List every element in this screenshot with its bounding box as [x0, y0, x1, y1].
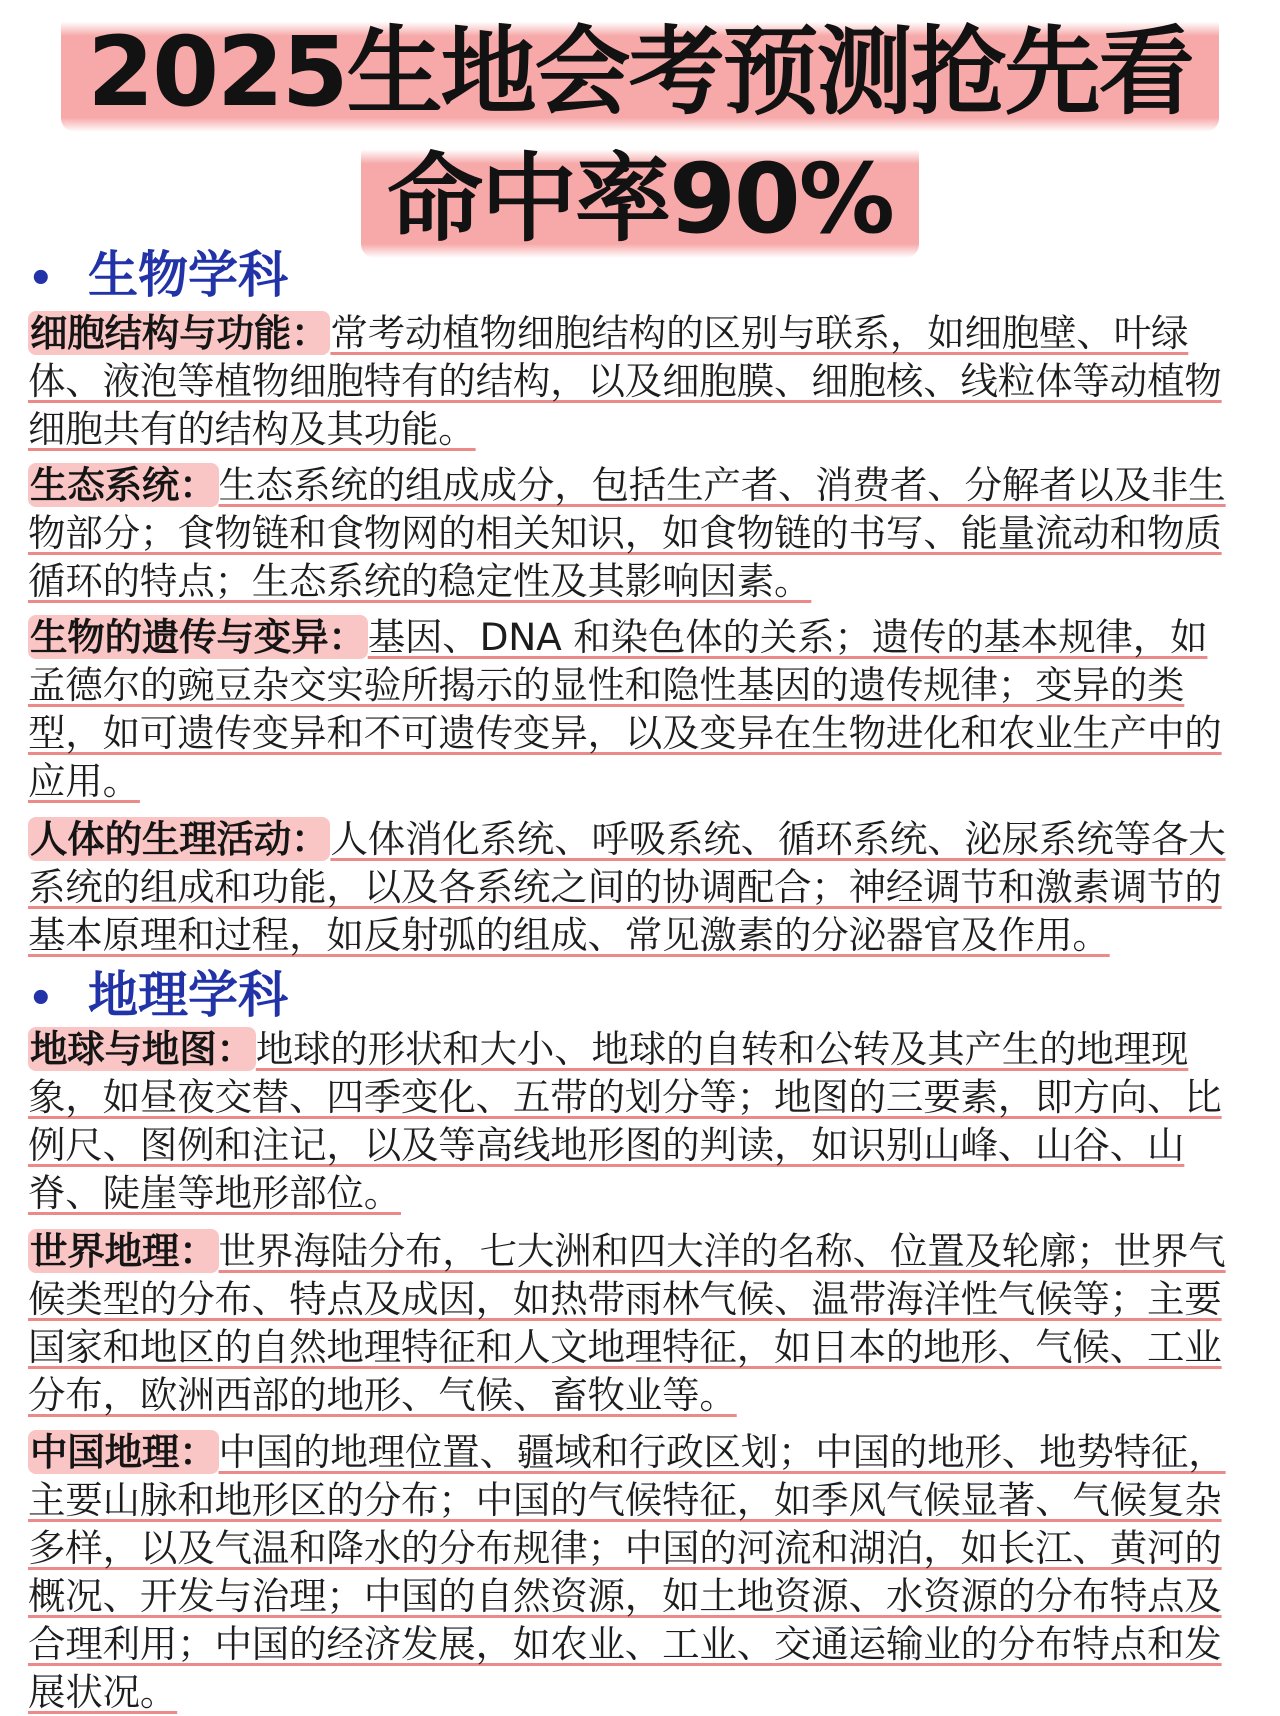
- geography-heading-text: 地理学科: [88, 966, 288, 1024]
- biology-item-physiology: [28, 815, 1243, 959]
- item-text: 地球的形状和大小、地球的自转和公转及其产生的地理现象，如昼夜交替、四季变化、五带的划分等；地图的三要素，即方向、比例尺、图例和注记，以及等高线地形图的判读，如识别山峰、山谷、山脊、陡崖等地形部位。: [28, 1027, 1222, 1215]
- title-highlight-1: 2025生地会考预测抢先看: [61, 12, 1218, 132]
- item-label: 地球与地图：: [30, 1027, 254, 1071]
- item-text: 中国的地理位置、疆域和行政区划；中国的地形、地势特征，主要山脉和地形区的分布；中国的气候特征，如季风气候显著、气候复杂多样，以及气温和降水的分布规律；中国的河流和湖泊，如长江、黄河的概况、开发与治理；中国的自然资源，如土地资源、水资源的分布特点及合理利用；中国的经济发展，如农业、工业、交通运输业的分布特点和发展状况。: [28, 1430, 1226, 1714]
- bullet-icon: •: [28, 256, 54, 302]
- bullet-icon: •: [28, 976, 54, 1022]
- item-text: 基因、DNA 和染色体的关系；遗传的基本规律，如孟德尔的豌豆杂交实验所揭示的显性和隐性基因的遗传规律；变异的类型，如可遗传变异和不可遗传变异，以及变异在生物进化和农业生产中的应用。: [28, 615, 1222, 803]
- biology-item-genetics: [28, 613, 1243, 805]
- item-text: 常考动植物细胞结构的区别与联系，如细胞壁、叶绿体、液泡等植物细胞特有的结构，以及细胞膜、细胞核、线粒体等动植物细胞共有的结构及其功能。: [28, 311, 1222, 451]
- biology-item-cell-structure: [28, 309, 1243, 453]
- item-label: 生物的遗传与变异：: [30, 615, 366, 659]
- page-title-line-1: [0, 12, 1280, 132]
- geography-section-heading: [28, 965, 288, 1029]
- item-label: 中国地理：: [30, 1430, 217, 1474]
- geography-item-earth-maps: [28, 1025, 1243, 1217]
- item-label: 生态系统：: [30, 463, 217, 507]
- item-label: 人体的生理活动：: [30, 817, 329, 861]
- item-label: 世界地理：: [30, 1229, 217, 1273]
- item-text: 人体消化系统、呼吸系统、循环系统、泌尿系统等各大系统的组成和功能，以及各系统之间的协调配合；神经调节和激素调节的基本原理和过程，如反射弧的组成、常见激素的分泌器官及作用。: [28, 817, 1226, 957]
- geography-item-china: [28, 1428, 1243, 1716]
- item-label: 细胞结构与功能：: [30, 311, 329, 355]
- title-highlight-2: 命中率90%: [361, 140, 919, 258]
- page-title-line-2: [0, 140, 1280, 258]
- item-text: 生态系统的组成成分，包括生产者、消费者、分解者以及非生物部分；食物链和食物网的相关知识，如食物链的书写、能量流动和物质循环的特点；生态系统的稳定性及其影响因素。: [28, 463, 1226, 603]
- biology-section-heading: [28, 245, 288, 309]
- biology-heading-text: 生物学科: [88, 246, 288, 304]
- geography-item-world: [28, 1227, 1243, 1419]
- biology-item-ecosystem: [28, 461, 1243, 605]
- item-text: 世界海陆分布，七大洲和四大洋的名称、位置及轮廓；世界气候类型的分布、特点及成因，如热带雨林气候、温带海洋性气候等；主要国家和地区的自然地理特征和人文地理特征，如日本的地形、气候、工业分布，欧洲西部的地形、气候、畜牧业等。: [28, 1229, 1226, 1417]
